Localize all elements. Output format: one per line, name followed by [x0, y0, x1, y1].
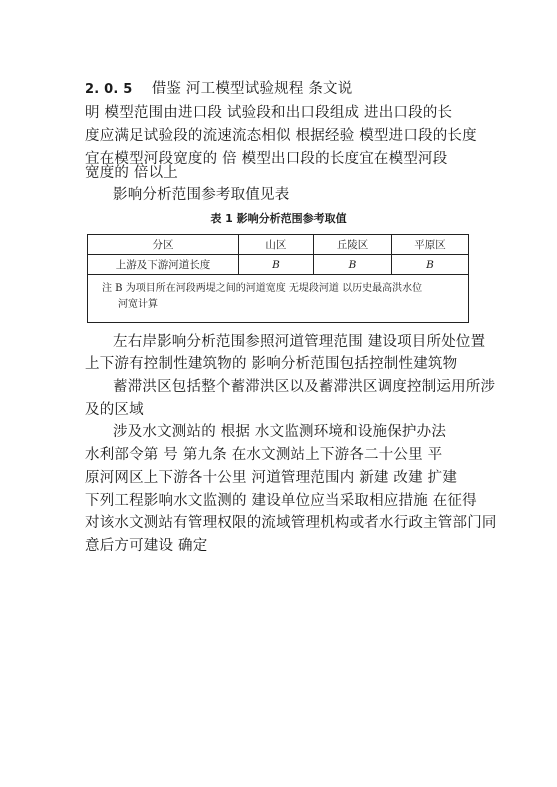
section-text-1: 借鉴 河工模型试验规程 条文说	[151, 81, 353, 97]
row-label: 上游及下游河道长度	[88, 255, 239, 275]
section-line-6: 影响分析范围参考取值见表	[113, 187, 290, 203]
paragraph-3-line-4: 下列工程影响水文监测的 建设单位应当采取相应措施 在征得	[85, 493, 477, 509]
table-note-row	[88, 275, 469, 323]
section-line-4: 宜在模型河段宽度的 倍 模型出口段的长度宜在模型河段	[85, 151, 448, 167]
table-note-line-1: 注 B 为项目所在河段两堤之间的河道宽度 无堤段河道 以历史最高洪水位	[102, 283, 423, 294]
paragraph-3-line-6: 意后方可建设 确定	[85, 538, 208, 554]
paragraph-3-line-5: 对该水文测站有管理权限的流域管理机构或者水行政主管部门同	[85, 515, 497, 531]
paragraph-3-line-3: 原河网区上下游各十公里 河道管理范围内 新建 改建 扩建	[85, 470, 458, 486]
table-note-line-2: 河宽计算	[118, 299, 158, 310]
section-line-1	[85, 80, 352, 99]
section-line-5: 宽度的 倍以上	[85, 165, 179, 181]
paragraph-1-line-1: 左右岸影响分析范围参照河道管理范围 建设项目所处位置	[113, 334, 486, 350]
value-cell-hill: B	[313, 255, 391, 275]
section-line-3: 度应满足试验段的流速流态相似 根据经验 模型进口段的长度	[85, 128, 477, 144]
header-cell-hill: 丘陵区	[313, 235, 391, 255]
table-caption: 表 1 影响分析范围参考取值	[210, 212, 347, 225]
section-number: 2. 0. 5	[85, 82, 133, 97]
header-cell-zone: 分区	[88, 235, 239, 255]
reference-table	[87, 234, 469, 323]
paragraph-3-line-2: 水利部令第 号 第九条 在水文测站上下游各二十公里 平	[85, 447, 443, 463]
paragraph-3-line-1: 涉及水文测站的 根据 水文监测环境和设施保护办法	[113, 424, 447, 440]
paragraph-2-line-2: 及的区域	[85, 402, 144, 418]
value-cell-mountain: B	[238, 255, 313, 275]
header-cell-plain: 平原区	[391, 235, 468, 255]
section-line-2: 明 模型范围由进口段 试验段和出口段组成 进出口段的长	[85, 105, 453, 121]
table-header-row	[88, 235, 469, 255]
paragraph-1-line-2: 上下游有控制性建筑物的 影响分析范围包括控制性建筑物	[85, 356, 458, 372]
table-row	[88, 255, 469, 275]
table-note	[88, 275, 469, 323]
value-cell-plain: B	[391, 255, 468, 275]
paragraph-2-line-1: 蓄滞洪区包括整个蓄滞洪区以及蓄滞洪区调度控制运用所涉	[113, 379, 496, 395]
header-cell-mountain: 山区	[238, 235, 313, 255]
